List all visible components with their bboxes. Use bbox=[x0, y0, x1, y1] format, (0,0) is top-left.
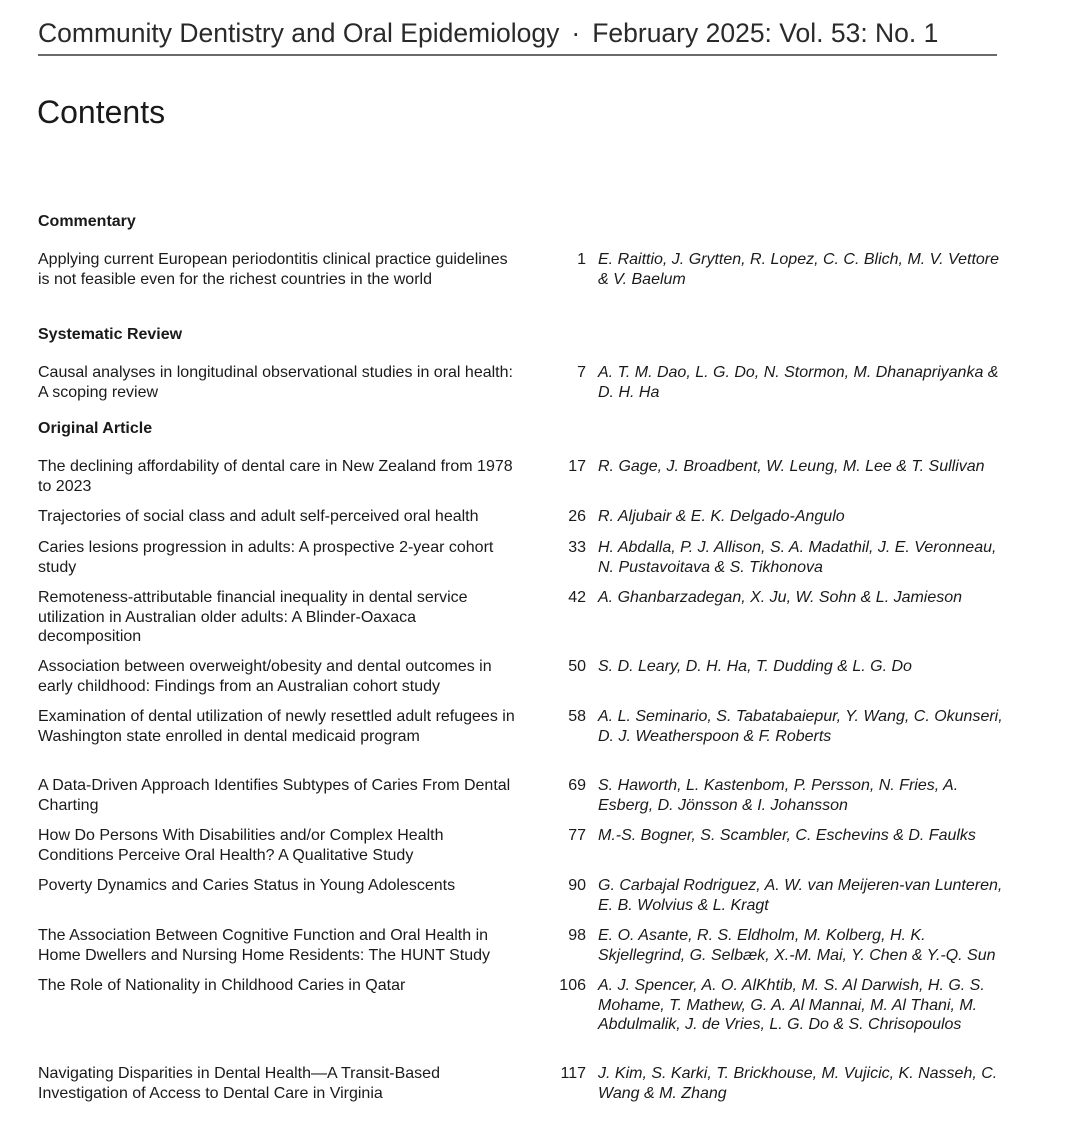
article-title[interactable]: Remoteness-attributable financial inequality in dental service utilization in Australian older adults: A Blinder-Oaxaca decomposition bbox=[38, 589, 468, 645]
page-number: 90 bbox=[568, 877, 586, 894]
article-title[interactable]: How Do Persons With Disabilities and/or Complex Health Conditions Perceive Oral Health? A Qualitative Study bbox=[38, 827, 444, 864]
page-number: 7 bbox=[577, 364, 586, 381]
article-authors: A. T. M. Dao, L. G. Do, N. Stormon, M. Dhanapriyanka & D. H. Ha bbox=[598, 364, 999, 401]
article-authors: A. J. Spencer, A. O. AlKhtib, M. S. Al Darwish, H. G. S. Mohame, T. Mathew, G. A. Al Mannai, M. Al Thani, M. Abdulmalik, J. de Vries, L. G. Do & S. Chrisopoulos bbox=[598, 977, 985, 1033]
article-title[interactable]: The Role of Nationality in Childhood Caries in Qatar bbox=[38, 977, 406, 994]
article-title[interactable]: Poverty Dynamics and Caries Status in Young Adolescents bbox=[38, 877, 456, 894]
article-authors: S. Haworth, L. Kastenbom, P. Persson, N. Fries, A. Esberg, D. Jönsson & I. Johansson bbox=[598, 777, 959, 814]
page-number: 50 bbox=[568, 658, 586, 675]
page-number: 77 bbox=[568, 827, 586, 844]
article-authors: R. Gage, J. Broadbent, W. Leung, M. Lee & T. Sullivan bbox=[598, 458, 985, 475]
page-number: 69 bbox=[568, 777, 586, 794]
issue-info: February 2025: Vol. 53: No. 1 bbox=[592, 18, 939, 48]
page-number: 98 bbox=[568, 927, 586, 944]
section-heading-systematic-review: Systematic Review bbox=[38, 326, 183, 343]
article-authors: G. Carbajal Rodriguez, A. W. van Meijeren-van Lunteren, E. B. Wolvius & L. Kragt bbox=[598, 877, 1003, 914]
page-number: 58 bbox=[568, 708, 586, 725]
article-title[interactable]: A Data-Driven Approach Identifies Subtypes of Caries From Dental Charting bbox=[38, 777, 511, 814]
header-separator: · bbox=[571, 18, 581, 48]
article-authors: S. D. Leary, D. H. Ha, T. Dudding & L. G. Do bbox=[598, 658, 912, 675]
page-title: Contents bbox=[37, 94, 166, 130]
article-authors: A. L. Seminario, S. Tabatabaiepur, Y. Wang, C. Okunseri, D. J. Weatherspoon & F. Roberts bbox=[598, 708, 1003, 745]
article-authors: H. Abdalla, P. J. Allison, S. A. Madathil, J. E. Veronneau, N. Pustavoitava & S. Tikhonova bbox=[598, 539, 997, 576]
page-number: 106 bbox=[559, 977, 586, 994]
article-title[interactable]: Trajectories of social class and adult self-perceived oral health bbox=[38, 508, 479, 525]
page-number: 1 bbox=[577, 251, 586, 268]
article-title[interactable]: Navigating Disparities in Dental Health—A Transit-Based Investigation of Access to Dental Care in Virginia bbox=[38, 1065, 440, 1102]
article-authors: M.-S. Bogner, S. Scambler, C. Eschevins & D. Faulks bbox=[598, 827, 976, 844]
article-title[interactable]: Examination of dental utilization of newly resettled adult refugees in Washington state enrolled in dental medicaid program bbox=[38, 708, 515, 745]
article-authors: A. Ghanbarzadegan, X. Ju, W. Sohn & L. Jamieson bbox=[598, 589, 963, 606]
article-title[interactable]: Causal analyses in longitudinal observational studies in oral health: A scoping review bbox=[38, 364, 513, 401]
journal-header bbox=[38, 14, 997, 56]
page-number: 42 bbox=[568, 589, 586, 606]
article-authors: E. O. Asante, R. S. Eldholm, M. Kolberg, H. K. Skjellegrind, G. Selbæk, X.-M. Mai, Y. Chen & Y.-Q. Sun bbox=[598, 927, 996, 964]
article-title[interactable]: The Association Between Cognitive Function and Oral Health in Home Dwellers and Nursing Home Residents: The HUNT Study bbox=[38, 927, 491, 964]
article-title[interactable]: Association between overweight/obesity and dental outcomes in early childhood: Findings from an Australian cohort study bbox=[38, 658, 492, 695]
section-heading-original-article: Original Article bbox=[38, 420, 153, 437]
article-title[interactable]: The declining affordability of dental care in New Zealand from 1978 to 2023 bbox=[38, 458, 513, 495]
page-number: 17 bbox=[568, 458, 586, 475]
article-title[interactable]: Applying current European periodontitis clinical practice guidelines is not feasible even for the richest countries in the world bbox=[38, 251, 508, 288]
article-authors: R. Aljubair & E. K. Delgado-Angulo bbox=[598, 508, 845, 525]
section-heading-commentary: Commentary bbox=[38, 213, 136, 230]
page-number: 117 bbox=[560, 1065, 586, 1082]
journal-name: Community Dentistry and Oral Epidemiology bbox=[38, 18, 560, 48]
page-number: 26 bbox=[568, 508, 586, 525]
article-authors: E. Raittio, J. Grytten, R. Lopez, C. C. Blich, M. V. Vettore & V. Baelum bbox=[598, 251, 1000, 288]
article-authors: J. Kim, S. Karki, T. Brickhouse, M. Vujicic, K. Nasseh, C. Wang & M. Zhang bbox=[598, 1065, 998, 1102]
page-number: 33 bbox=[568, 539, 586, 556]
article-title[interactable]: Caries lesions progression in adults: A prospective 2-year cohort study bbox=[38, 539, 494, 576]
